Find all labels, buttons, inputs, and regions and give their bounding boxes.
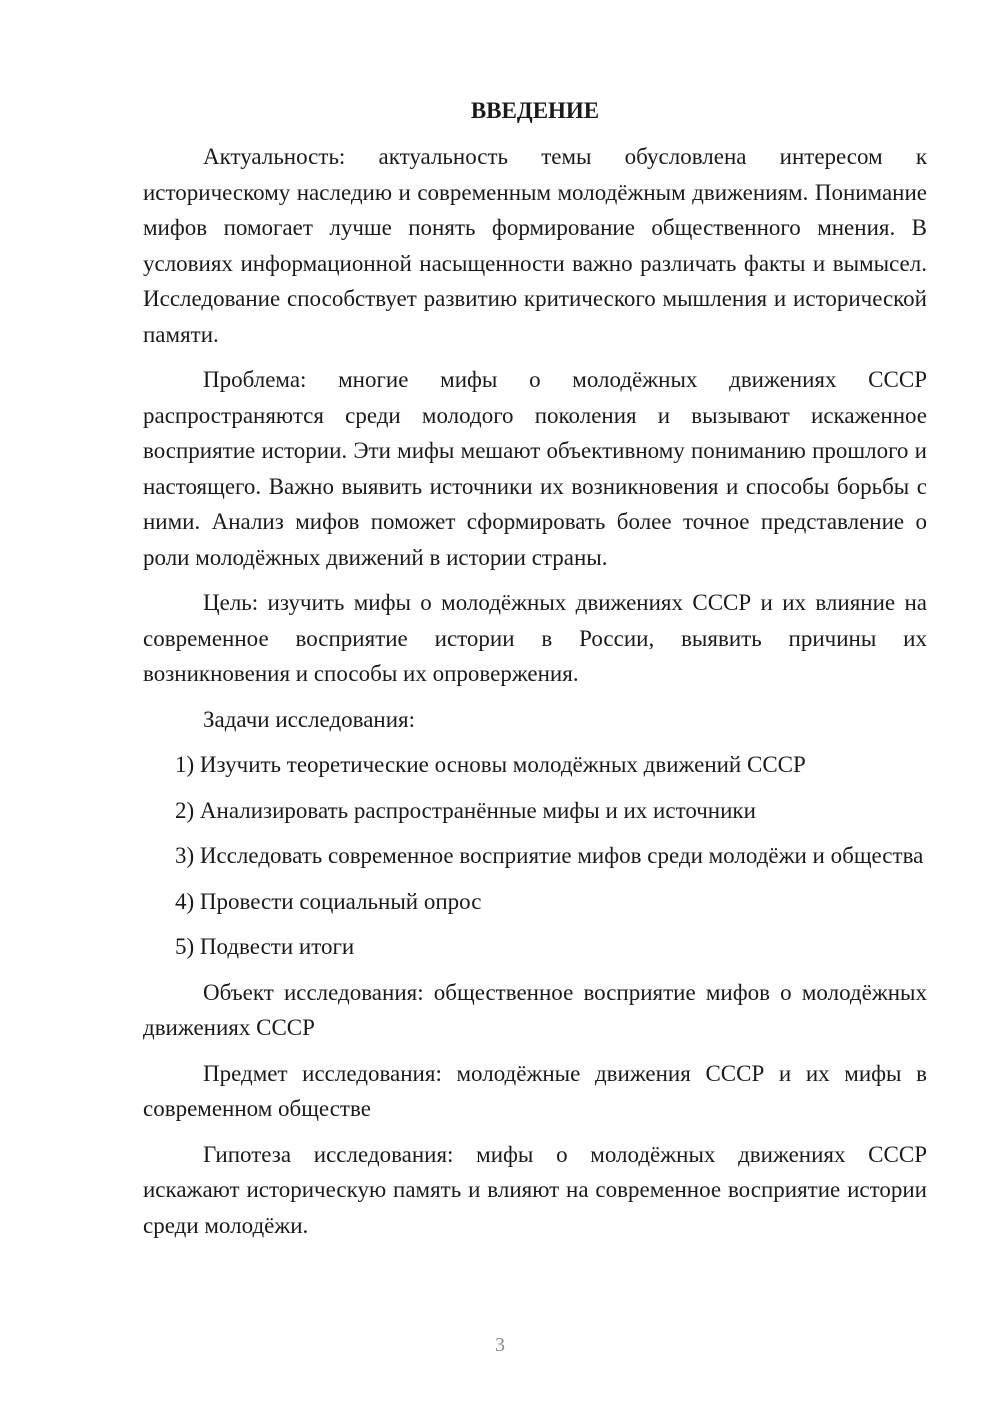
task-item-3: 3) Исследовать современное восприятие мифов среди молодёжи и общества — [175, 843, 924, 868]
task-item-5: 5) Подвести итоги — [175, 934, 355, 959]
paragraph-goal: Цель: изучить мифы о молодёжных движениях СССР и их влияние на современное восприятие истории в России, выявить причины их возникновения и способы их опровержения. — [143, 590, 927, 686]
task-item-4: 4) Провести социальный опрос — [175, 888, 482, 914]
paragraph-subject: Предмет исследования: молодёжные движения СССР и их мифы в современном обществе — [143, 1060, 927, 1121]
page-title: ВВЕДЕНИЕ — [470, 98, 600, 123]
tasks-title: Задачи исследования: — [203, 706, 416, 732]
paragraph-problem: Проблема: многие мифы о молодёжных движениях СССР распространяются среди молодого поколения и вызывают искаженное восприятие истории. Эти мифы мешают объективному пониманию прошлого и настоящего. Важно выявить источники их возникновения и способы борьбы с ними. Анализ мифов поможет сформировать более точное представление о роли молодёжных движений в истории страны. — [143, 367, 927, 570]
paragraph-hypothesis: Гипотеза исследования: мифы о молодёжных движениях СССР искажают историческую память и влияют на современное восприятие истории среди молодёжи. — [143, 1141, 927, 1238]
page-number: 3 — [495, 1334, 505, 1356]
task-item-1: 1) Изучить теоретические основы молодёжных движений СССР — [175, 752, 806, 777]
task-item-2: 2) Анализировать распространённые мифы и их источники — [175, 797, 756, 823]
paragraph-relevance: Актуальность: актуальность темы обусловлена интересом к историческому наследию и современным молодёжным движениям. Понимание мифов помогает лучше понять формирование общественного мнения. В условиях информационной насыщенности важно различать факты и вымысел. Исследование способствует развитию критического мышления и исторической памяти. — [143, 144, 927, 347]
document-page — [143, 95, 927, 1243]
paragraph-object: Объект исследования: общественное восприятие мифов о молодёжных движениях СССР — [143, 979, 927, 1040]
